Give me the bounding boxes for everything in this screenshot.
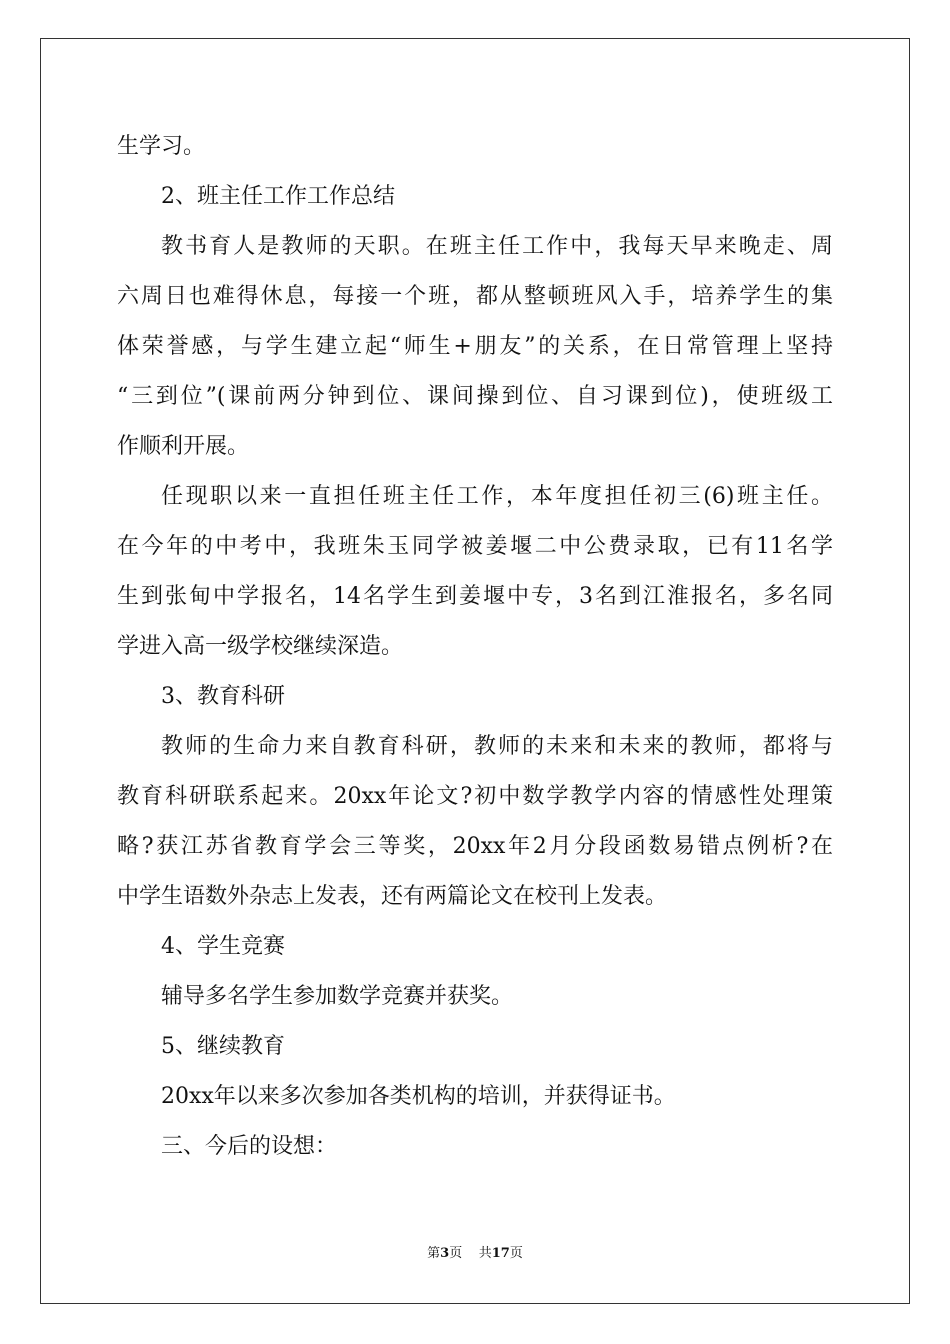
- paragraph-line: 生学习。: [117, 134, 206, 159]
- paragraph-line: 体荣誉感，与学生建立起“师生+朋友”的关系，在日常管理上坚持: [117, 334, 833, 359]
- page-footer: [0, 1244, 950, 1264]
- document-body: [117, 122, 833, 1172]
- paragraph-line: 教育科研联系起来。20xx年论文?初中数学教学内容的情感性处理策: [117, 784, 833, 809]
- current-page-number: 3: [440, 1246, 450, 1261]
- footer-prefix: 第: [427, 1246, 441, 1261]
- paragraph-line: 教师的生命力来自教育科研，教师的未来和未来的教师，都将与: [161, 734, 833, 759]
- section-heading: 三、今后的设想：: [161, 1134, 338, 1159]
- paragraph-line: 任现职以来一直担任班主任工作，本年度担任初三(6)班主任。: [161, 484, 833, 509]
- section-heading: 3、教育科研: [161, 684, 285, 709]
- paragraph-line: 六周日也难得休息，每接一个班，都从整顿班风入手，培养学生的集: [117, 284, 833, 309]
- paragraph-line: “三到位”(课前两分钟到位、课间操到位、自习课到位)，使班级工: [117, 384, 833, 409]
- paragraph-line: 学进入高一级学校继续深造。: [117, 634, 404, 659]
- total-page-count: 17: [491, 1246, 510, 1261]
- paragraph-line: 辅导多名学生参加数学竞赛并获奖。: [161, 984, 514, 1009]
- paragraph-line: 在今年的中考中，我班朱玉同学被姜堰二中公费录取，已有11名学: [117, 534, 833, 559]
- section-heading: 4、学生竞赛: [161, 934, 285, 959]
- footer-mid: 页 共: [449, 1246, 492, 1261]
- section-heading: 5、继续教育: [161, 1034, 285, 1059]
- paragraph-line: 20xx年以来多次参加各类机构的培训，并获得证书。: [161, 1084, 676, 1109]
- paragraph-line: 教书育人是教师的天职。在班主任工作中，我每天早来晚走、周: [161, 234, 833, 259]
- footer-suffix: 页: [509, 1246, 523, 1261]
- section-heading: 2、班主任工作工作总结: [161, 184, 395, 209]
- paragraph-line: 略?获江苏省教育学会三等奖，20xx年2月分段函数易错点例析?在: [117, 834, 833, 859]
- paragraph-line: 生到张甸中学报名，14名学生到姜堰中专，3名到江淮报名，多名同: [117, 584, 833, 609]
- paragraph-line: 中学生语数外杂志上发表，还有两篇论文在校刊上发表。: [117, 884, 668, 909]
- paragraph-line: 作顺利开展。: [117, 434, 250, 459]
